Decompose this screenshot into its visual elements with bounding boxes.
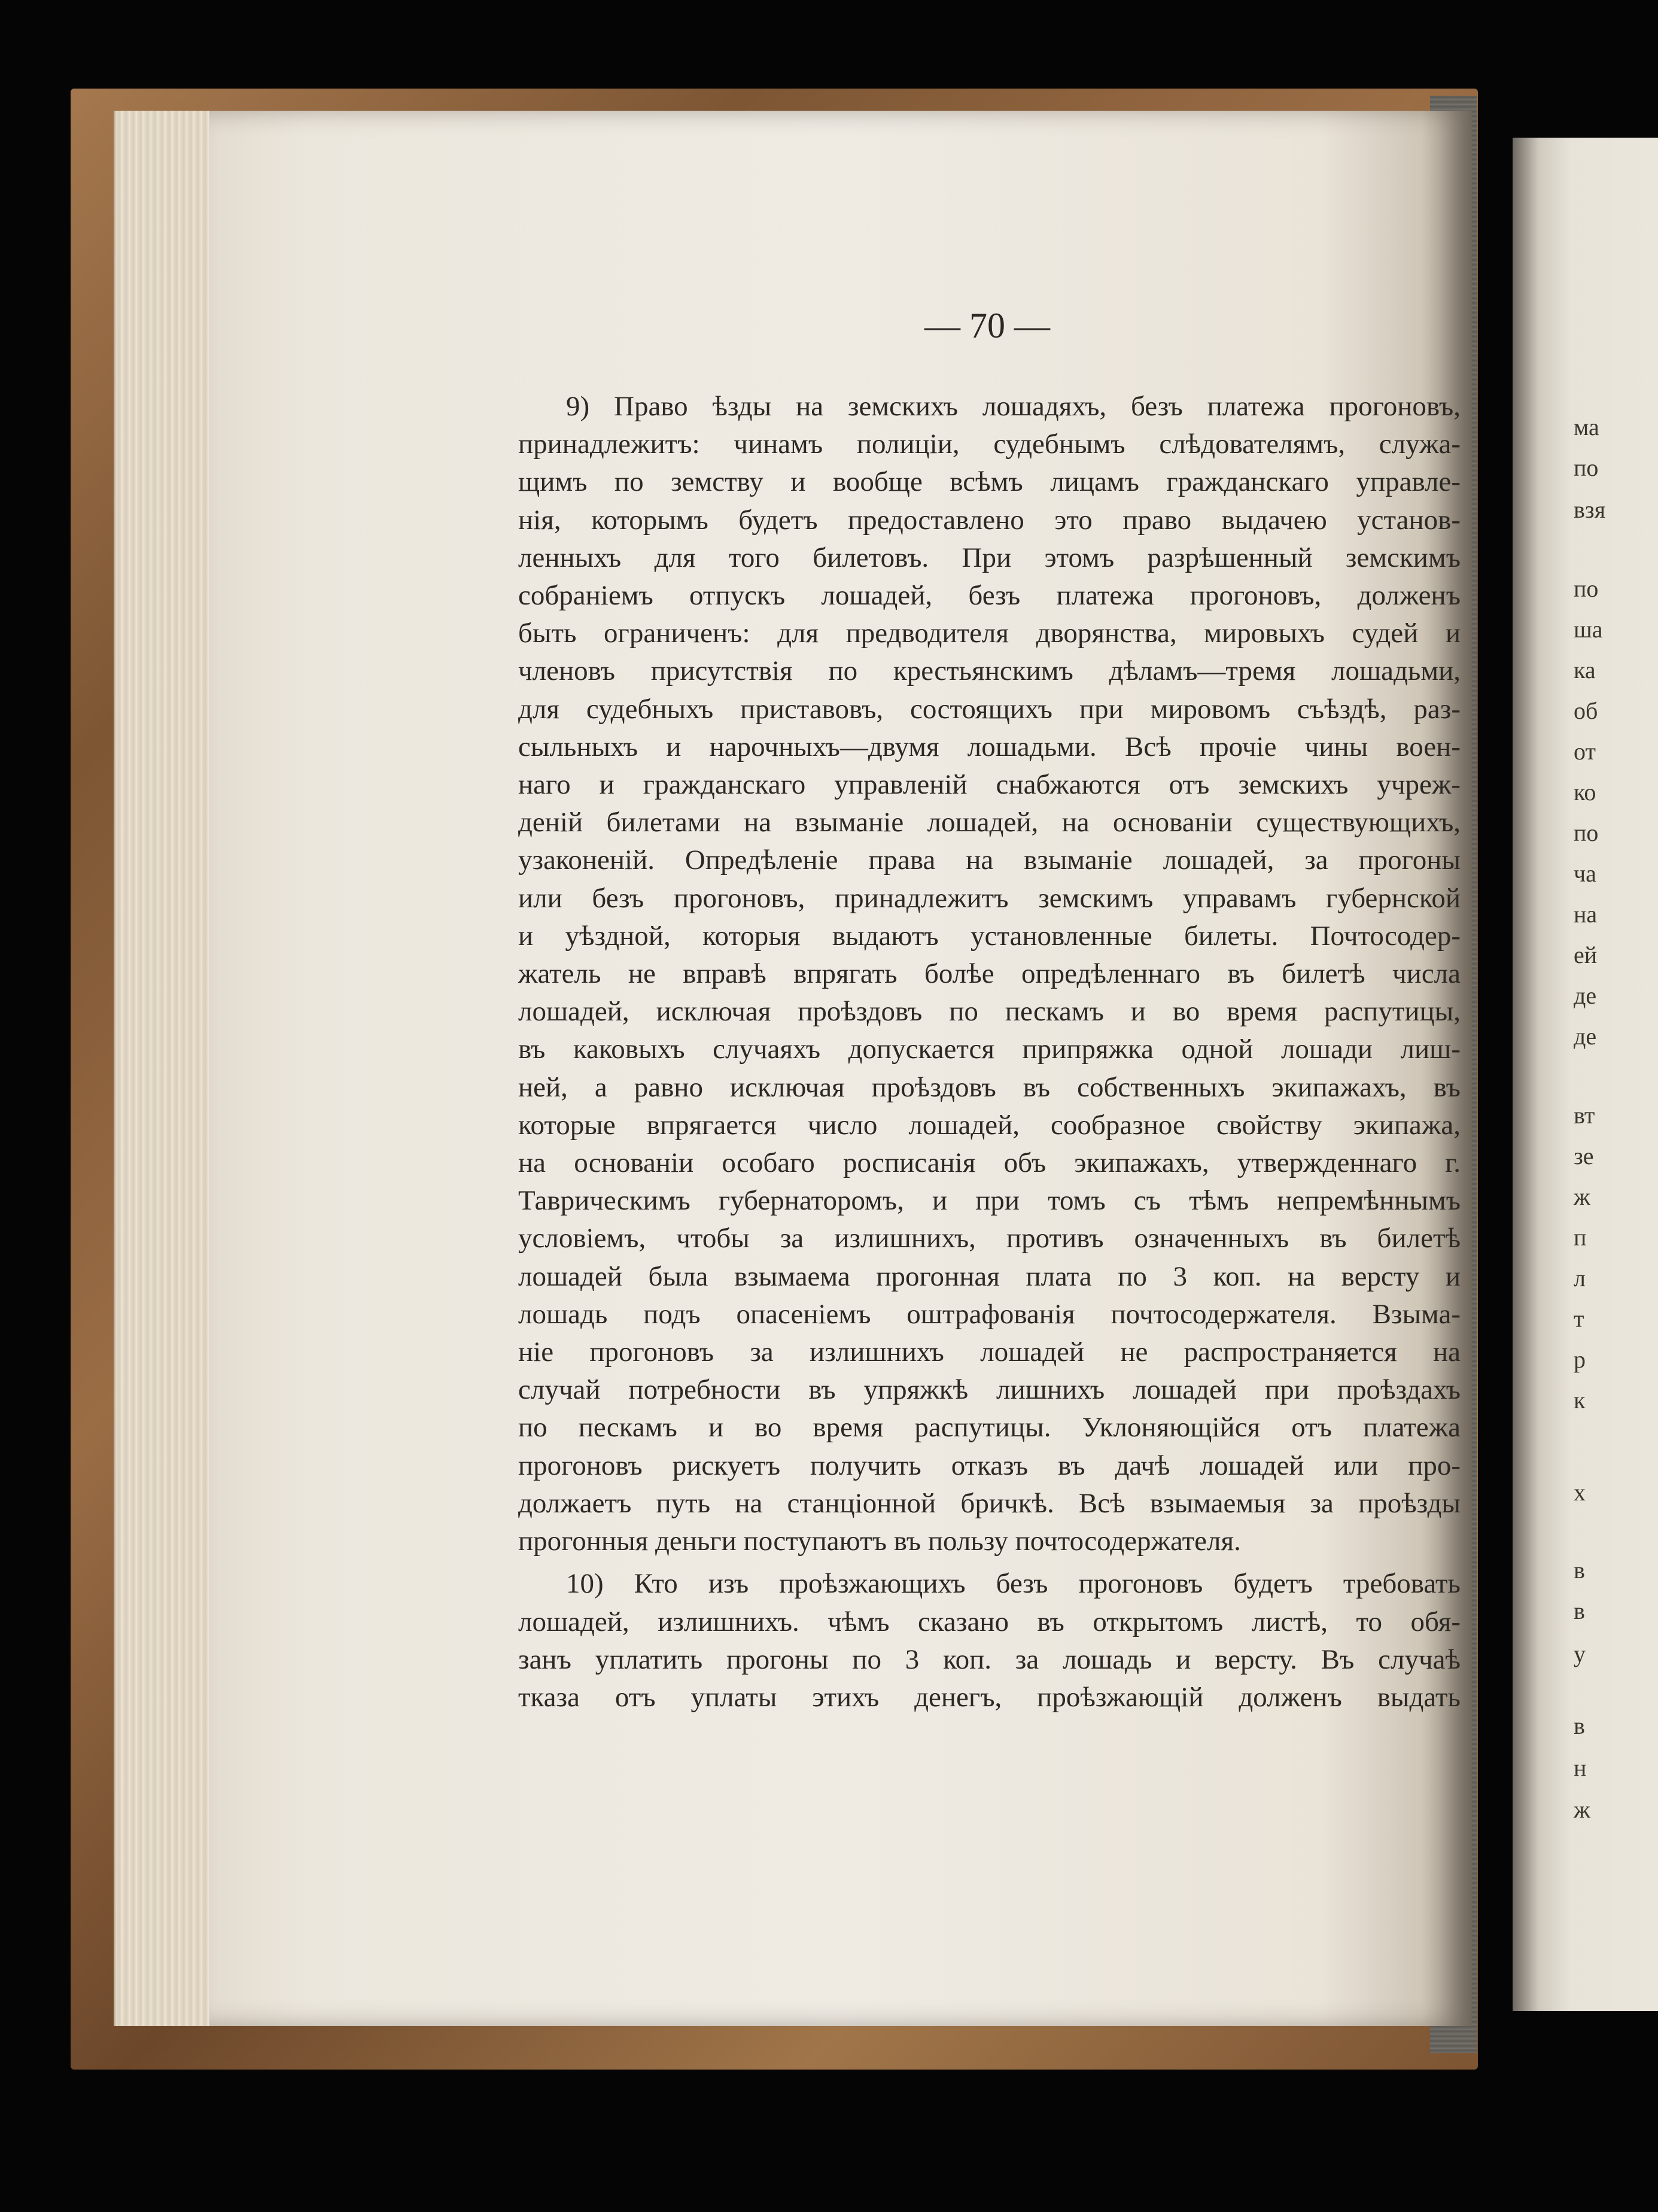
right-page-text-fragment: вт (1574, 1102, 1595, 1129)
text-line: которые впрягается число лошадей, сообразное свойству экипажа, (518, 1109, 1461, 1141)
text-line: Таврическимъ губернаторомъ, и при томъ съ тѣмъ непремѣннымъ (518, 1185, 1461, 1217)
text-line: ней, а равно исключая проѣздовъ въ собственныхъ экипажахъ, въ (518, 1071, 1461, 1103)
text-line: лошадь подъ опасеніемъ оштрафованія почтосодержателя. Взыма- (518, 1298, 1461, 1330)
text-line: въ каковыхъ случаяхъ допускается припряжка одной лошади лиш- (518, 1034, 1461, 1065)
right-page-text-fragment: по (1574, 454, 1599, 481)
right-page-text-fragment: х (1574, 1479, 1586, 1506)
right-page-text-fragment: ча (1574, 860, 1596, 887)
right-page-text-fragment: зе (1574, 1143, 1594, 1169)
text-line: лошадей, исключая проѣздовъ по пескамъ и во время распутицы, (518, 996, 1461, 1028)
page-number: — 70 — (924, 306, 1050, 345)
right-page-text-fragment: т (1574, 1305, 1584, 1332)
text-line: 10) Кто изъ проѣзжающихъ безъ прогоновъ будетъ требовать (566, 1568, 1461, 1600)
right-page-text-fragment: ма (1574, 414, 1599, 440)
text-line: собраніемъ отпускъ лошадей, безъ платежа прогоновъ, долженъ (518, 580, 1461, 612)
text-line: щимъ по земству и вообще всѣмъ лицамъ гражданскаго управле- (518, 466, 1461, 498)
right-page-text-fragment: в (1574, 1557, 1585, 1584)
right-page-text-fragment: на (1574, 901, 1598, 928)
text-line: ніе прогоновъ за излишнихъ лошадей не распространяется на (518, 1336, 1461, 1368)
text-line: принадлежитъ: чинамъ полиціи, судебнымъ слѣдователямъ, служа- (518, 429, 1461, 460)
text-line: нія, которымъ будетъ предоставлено это право выдачею установ- (518, 504, 1461, 536)
right-page-text-fragment: по (1574, 575, 1599, 602)
text-line: прогонныя деньги поступаютъ въ пользу почтосодержателя. (518, 1526, 1241, 1557)
right-page-text-fragment: взя (1574, 496, 1606, 523)
text-line: и уѣздной, которыя выдаютъ установленные билеты. Почтосодер- (518, 920, 1461, 952)
text-line: должаетъ путь на станціонной бричкѣ. Всѣ взымаемыя за проѣзды (518, 1487, 1461, 1519)
text-line: занъ уплатить прогоны по 3 коп. за лошадь и версту. Въ случаѣ (518, 1643, 1461, 1675)
text-line: или безъ прогоновъ, принадлежитъ земскимъ управамъ губернской (518, 882, 1461, 914)
right-page-text-fragment: по (1574, 819, 1599, 846)
paragraph-9 (518, 388, 1461, 1560)
text-line: деній билетами на взыманіе лошадей, на основаніи существующихъ, (518, 807, 1461, 838)
right-page-text-fragment: ка (1574, 657, 1596, 683)
right-page-text-fragment: к (1574, 1387, 1586, 1414)
right-page-text-fragment: ж (1574, 1796, 1590, 1823)
right-page-text-fragment: ша (1574, 616, 1603, 643)
right-page-text-fragment: п (1574, 1224, 1587, 1251)
right-page-text-fragment: ко (1574, 779, 1596, 806)
right-page-text-fragment: у (1574, 1640, 1586, 1667)
text-line: ленныхъ для того билетовъ. При этомъ разрѣшенный земскимъ (518, 542, 1461, 573)
right-page-text-fragment: в (1574, 1712, 1585, 1739)
text-line: условіемъ, чтобы за излишнихъ, противъ означенныхъ въ билетѣ (518, 1223, 1461, 1254)
text-line: прогоновъ рискуетъ получить отказъ въ дачѣ лошадей или про- (518, 1450, 1461, 1481)
text-line: лошадей, излишнихъ. чѣмъ сказано въ открытомъ листѣ, то обя- (518, 1606, 1461, 1637)
paragraph-10 (518, 1565, 1461, 1716)
right-page-text-fragment: де (1574, 982, 1597, 1009)
text-line: лошадей была взымаема прогонная плата по 3 коп. на версту и (518, 1260, 1461, 1292)
right-page-text-fragment: ей (1574, 941, 1598, 968)
body-text (518, 388, 1461, 1716)
right-page-text-fragment: р (1574, 1346, 1586, 1373)
text-line: узаконеній. Опредѣленіе права на взыманіе лошадей, за прогоны (518, 844, 1461, 876)
text-line: 9) Право ѣзды на земскихъ лошадяхъ, безъ платежа прогоновъ, (566, 391, 1461, 422)
text-line: тказа отъ уплаты этихъ денегъ, проѣзжающій долженъ выдать (518, 1681, 1461, 1713)
right-page-text-fragment: в (1574, 1597, 1585, 1624)
text-line: для судебныхъ приставовъ, состоящихъ при мировомъ съѣздѣ, раз- (518, 693, 1461, 725)
text-line: сыльныхъ и нарочныхъ—двумя лошадьми. Всѣ прочіе чины воен- (518, 731, 1461, 762)
text-line: случай потребности въ упряжкѣ лишнихъ лошадей при проѣздахъ (518, 1374, 1461, 1406)
right-page-text-fragment: об (1574, 697, 1598, 724)
text-line: наго и гражданскаго управленій снабжаются отъ земскихъ учреж- (518, 769, 1461, 801)
text-line: жатель не вправѣ впрягать болѣе опредѣленнаго въ билетѣ числа (518, 958, 1461, 990)
text-line: на основаніи особаго росписанія объ экипажахъ, утвержденнаго г. (518, 1147, 1461, 1179)
right-page-text-fragment: ж (1574, 1183, 1590, 1210)
text-line: членовъ присутствія по крестьянскимъ дѣламъ—тремя лошадьми, (518, 655, 1461, 687)
right-page-text-fragment: н (1574, 1754, 1587, 1781)
right-page-text-fragment: от (1574, 738, 1596, 765)
right-page-text-fragment: де (1574, 1023, 1597, 1050)
text-line: быть ограниченъ: для предводителя дворянства, мировыхъ судей и (518, 618, 1461, 649)
right-page-text-fragment: л (1574, 1265, 1586, 1292)
text-line: по пескамъ и во время распутицы. Уклоняющійся отъ платежа (518, 1412, 1461, 1444)
